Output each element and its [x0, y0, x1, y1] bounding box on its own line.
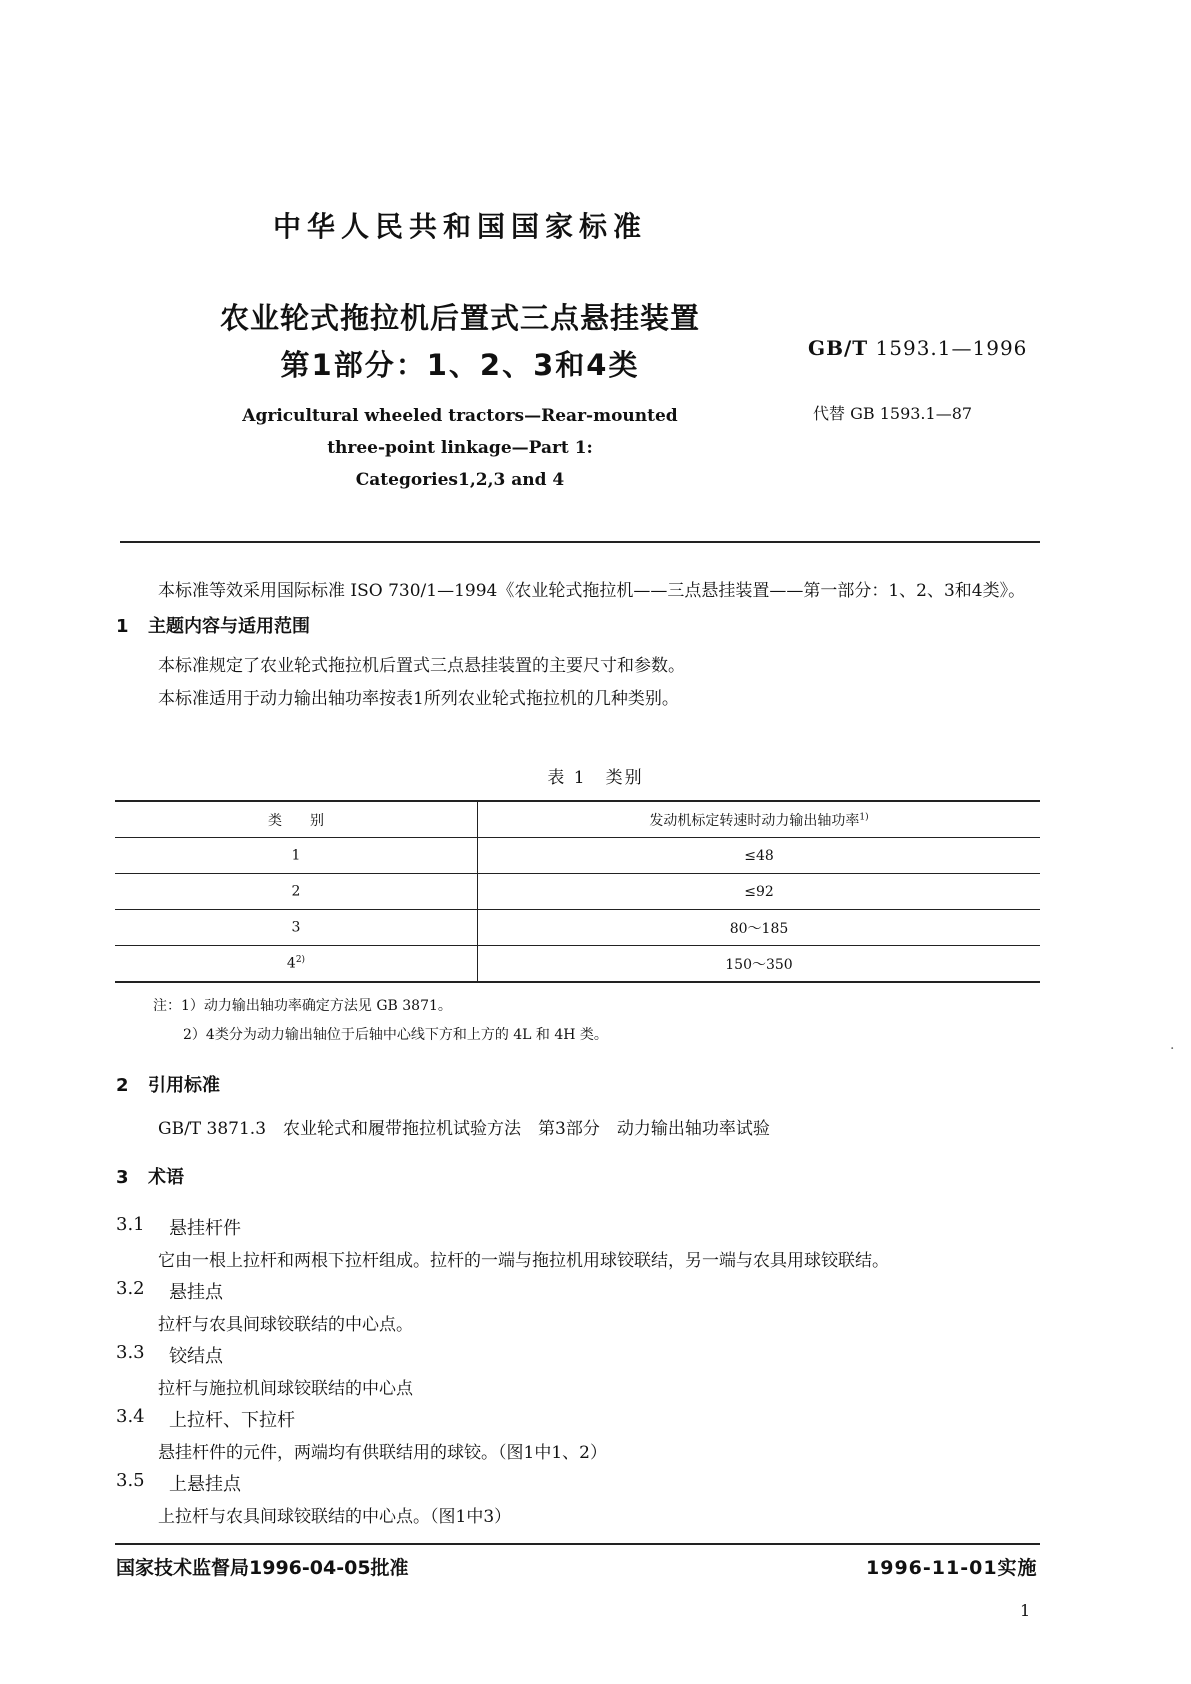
- term-number: 3.1: [116, 1214, 145, 1235]
- category-table: [115, 800, 1040, 983]
- term-number: 3.4: [116, 1406, 145, 1427]
- section-1-para-2: 本标准适用于动力输出轴功率按表1所列农业轮式拖拉机的几种类别。: [158, 689, 679, 709]
- power-cell: ≤48: [478, 838, 1041, 874]
- category-cell: 3: [115, 910, 478, 946]
- section-2-heading: 2 引用标准: [116, 1075, 220, 1096]
- table-note-2: 2）4类分为动力输出轴位于后轴中心线下方和上方的 4L 和 4H 类。: [183, 1027, 608, 1043]
- title-en-line1: Agricultural wheeled tractors—Rear-mounted: [242, 406, 678, 426]
- power-cell: 150～350: [478, 946, 1041, 983]
- header-category: 类 别: [115, 801, 478, 838]
- table-row: [115, 910, 1040, 946]
- header-power: 发动机标定转速时动力输出轴功率$^{1)}$: [478, 801, 1041, 838]
- page-number: 1: [1020, 1601, 1031, 1620]
- document-part-cn: 第1部分：1、2、3和4类: [280, 348, 640, 382]
- term-name: 上拉杆、下拉杆: [169, 1410, 295, 1431]
- table-header-row: [115, 801, 1040, 838]
- reference-standard: GB/T 3871.3 农业轮式和履带拖拉机试验方法 第3部分 动力输出轴功率试验: [158, 1119, 770, 1139]
- title-en-line2: three-point linkage—Part 1:: [327, 438, 593, 458]
- table-note-1: 注：1）动力输出轴功率确定方法见 GB 3871。: [153, 998, 452, 1014]
- standard-prefix: GB/T: [808, 336, 869, 360]
- standard-number: [808, 336, 1027, 360]
- table-row: [115, 946, 1040, 983]
- standard-code: 1593.1—1996: [875, 336, 1028, 360]
- section-1-para-1: 本标准规定了农业轮式拖拉机后置式三点悬挂装置的主要尺寸和参数。: [158, 656, 685, 676]
- national-standard-heading: 中华人民共和国国家标准: [272, 210, 647, 243]
- replaces-standard: 代替 GB 1593.1—87: [813, 404, 973, 423]
- term-definition: 悬挂杆件的元件，两端均有供联结用的球铰。（图1中1、2）: [158, 1443, 607, 1463]
- document-title-en: [0, 400, 920, 496]
- table-row: [115, 838, 1040, 874]
- power-cell: 80～185: [478, 910, 1041, 946]
- footer-divider: [115, 1543, 1040, 1545]
- term-name: 悬挂杆件: [169, 1218, 241, 1239]
- term-name: 上悬挂点: [169, 1474, 241, 1495]
- document-title-cn: 农业轮式拖拉机后置式三点悬挂装置: [219, 301, 700, 335]
- table-caption: 表 1 类别: [547, 768, 644, 788]
- term-number: 3.3: [116, 1342, 145, 1363]
- term-definition: 拉杆与农具间球铰联结的中心点。: [158, 1315, 413, 1335]
- term-definition: 它由一根上拉杆和两根下拉杆组成。拉杆的一端与拖拉机用球铰联结，另一端与农具用球铰联结。: [158, 1251, 889, 1271]
- term-name: 悬挂点: [169, 1282, 223, 1303]
- category-cell: 2: [115, 874, 478, 910]
- effective-date: 1996-11-01实施: [866, 1557, 1038, 1579]
- section-1-heading: 1 主题内容与适用范围: [116, 616, 310, 637]
- term-number: 3.5: [116, 1470, 145, 1491]
- term-name: 铰结点: [169, 1346, 223, 1367]
- section-3-heading: 3 术语: [116, 1167, 184, 1188]
- term-definition: 拉杆与施拉机间球铰联结的中心点: [158, 1379, 413, 1399]
- term-definition: 上拉杆与农具间球铰联结的中心点。（图1中3）: [158, 1507, 512, 1527]
- category-cell: 1: [115, 838, 478, 874]
- header-divider: [120, 541, 1040, 543]
- title-en-line3: Categories1,2,3 and 4: [355, 470, 565, 490]
- intro-paragraph: 本标准等效采用国际标准 ISO 730/1—1994《农业轮式拖拉机——三点悬挂装置——第一部分：1、2、3和4类》。: [158, 581, 1026, 601]
- table-row: [115, 874, 1040, 910]
- term-number: 3.2: [116, 1278, 145, 1299]
- power-cell: ≤92: [478, 874, 1041, 910]
- approval-line: 国家技术监督局1996-04-05批准: [116, 1557, 409, 1579]
- scan-artifact: ·: [1170, 1041, 1175, 1057]
- category-cell: 4$^{2)}$: [115, 946, 478, 983]
